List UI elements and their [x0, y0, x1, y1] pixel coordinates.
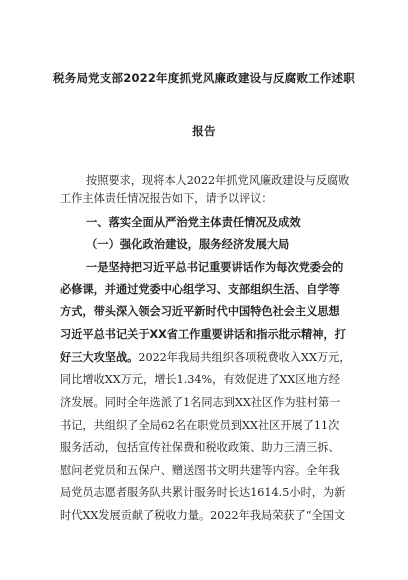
paragraph-line — [60, 371, 340, 387]
body-text: 时代XX发展贡献了税收力量。2022年我局荣获了“全国文 — [60, 509, 346, 522]
paragraph-line — [60, 281, 340, 297]
paragraph-line — [60, 394, 340, 410]
paragraph-line — [60, 303, 340, 319]
paragraph-line — [60, 326, 346, 342]
body-text: 服务活动，包括宣传社保费和税收政策、助力三清三拆、 — [60, 441, 340, 454]
bold-text: 必修课，并通过党委中心组学习、支部组织生活、自学等 — [60, 283, 340, 296]
document-title-continued: 报告 — [192, 124, 216, 138]
paragraph-line — [60, 507, 345, 523]
intro-line: 工作主体责任情况报告如下，请予以评议： — [60, 192, 273, 205]
section-heading: 一、落实全面从严治党主体责任情况及成效 — [86, 216, 301, 229]
body-text: 书记，共组织了全局62名在职党员到XX社区开展了11次 — [60, 419, 340, 432]
body-text: 慰问老党员和五保户、赠送图书文明共建等内容。全年我 — [60, 464, 340, 477]
paragraph-line — [60, 349, 351, 365]
paragraph-line — [60, 484, 345, 500]
paragraph-line — [86, 259, 343, 275]
bold-text: 习近平总书记关于XX省工作重要讲话和指示批示精神，打 — [60, 328, 346, 341]
paragraph-line — [60, 462, 340, 478]
bold-text: 一是坚持把习近平总书记重要讲话作为每次党委会的 — [86, 261, 344, 274]
bold-text: 方式，带头深入领会习近平新时代中国特色社会主义思想 — [60, 305, 340, 318]
intro-line: 按照要求，现将本人2022年抓党风廉政建设与反腐败 — [86, 174, 350, 187]
paragraph-line — [60, 439, 340, 455]
body-text: 局党员志愿者服务队共累计服务时长达1614.5小时，为新 — [60, 486, 346, 499]
body-text: 2022年我局共组织各项税费收入XX万元， — [138, 351, 351, 364]
body-text: 济发展。同时全年选派了1名同志到XX社区作为驻村第一 — [60, 396, 341, 409]
document-title: 税务局党支部2022年度抓党风廉政建设与反腐败工作述职 — [53, 71, 355, 85]
paragraph-line — [60, 417, 339, 433]
subsection-heading: （一）强化政治建设，服务经济发展大局 — [86, 238, 290, 251]
body-text: 同比增收XX万元，增长1.34%，有效促进了XX区地方经 — [60, 373, 340, 386]
bold-text: 好三大攻坚战。 — [60, 351, 139, 364]
